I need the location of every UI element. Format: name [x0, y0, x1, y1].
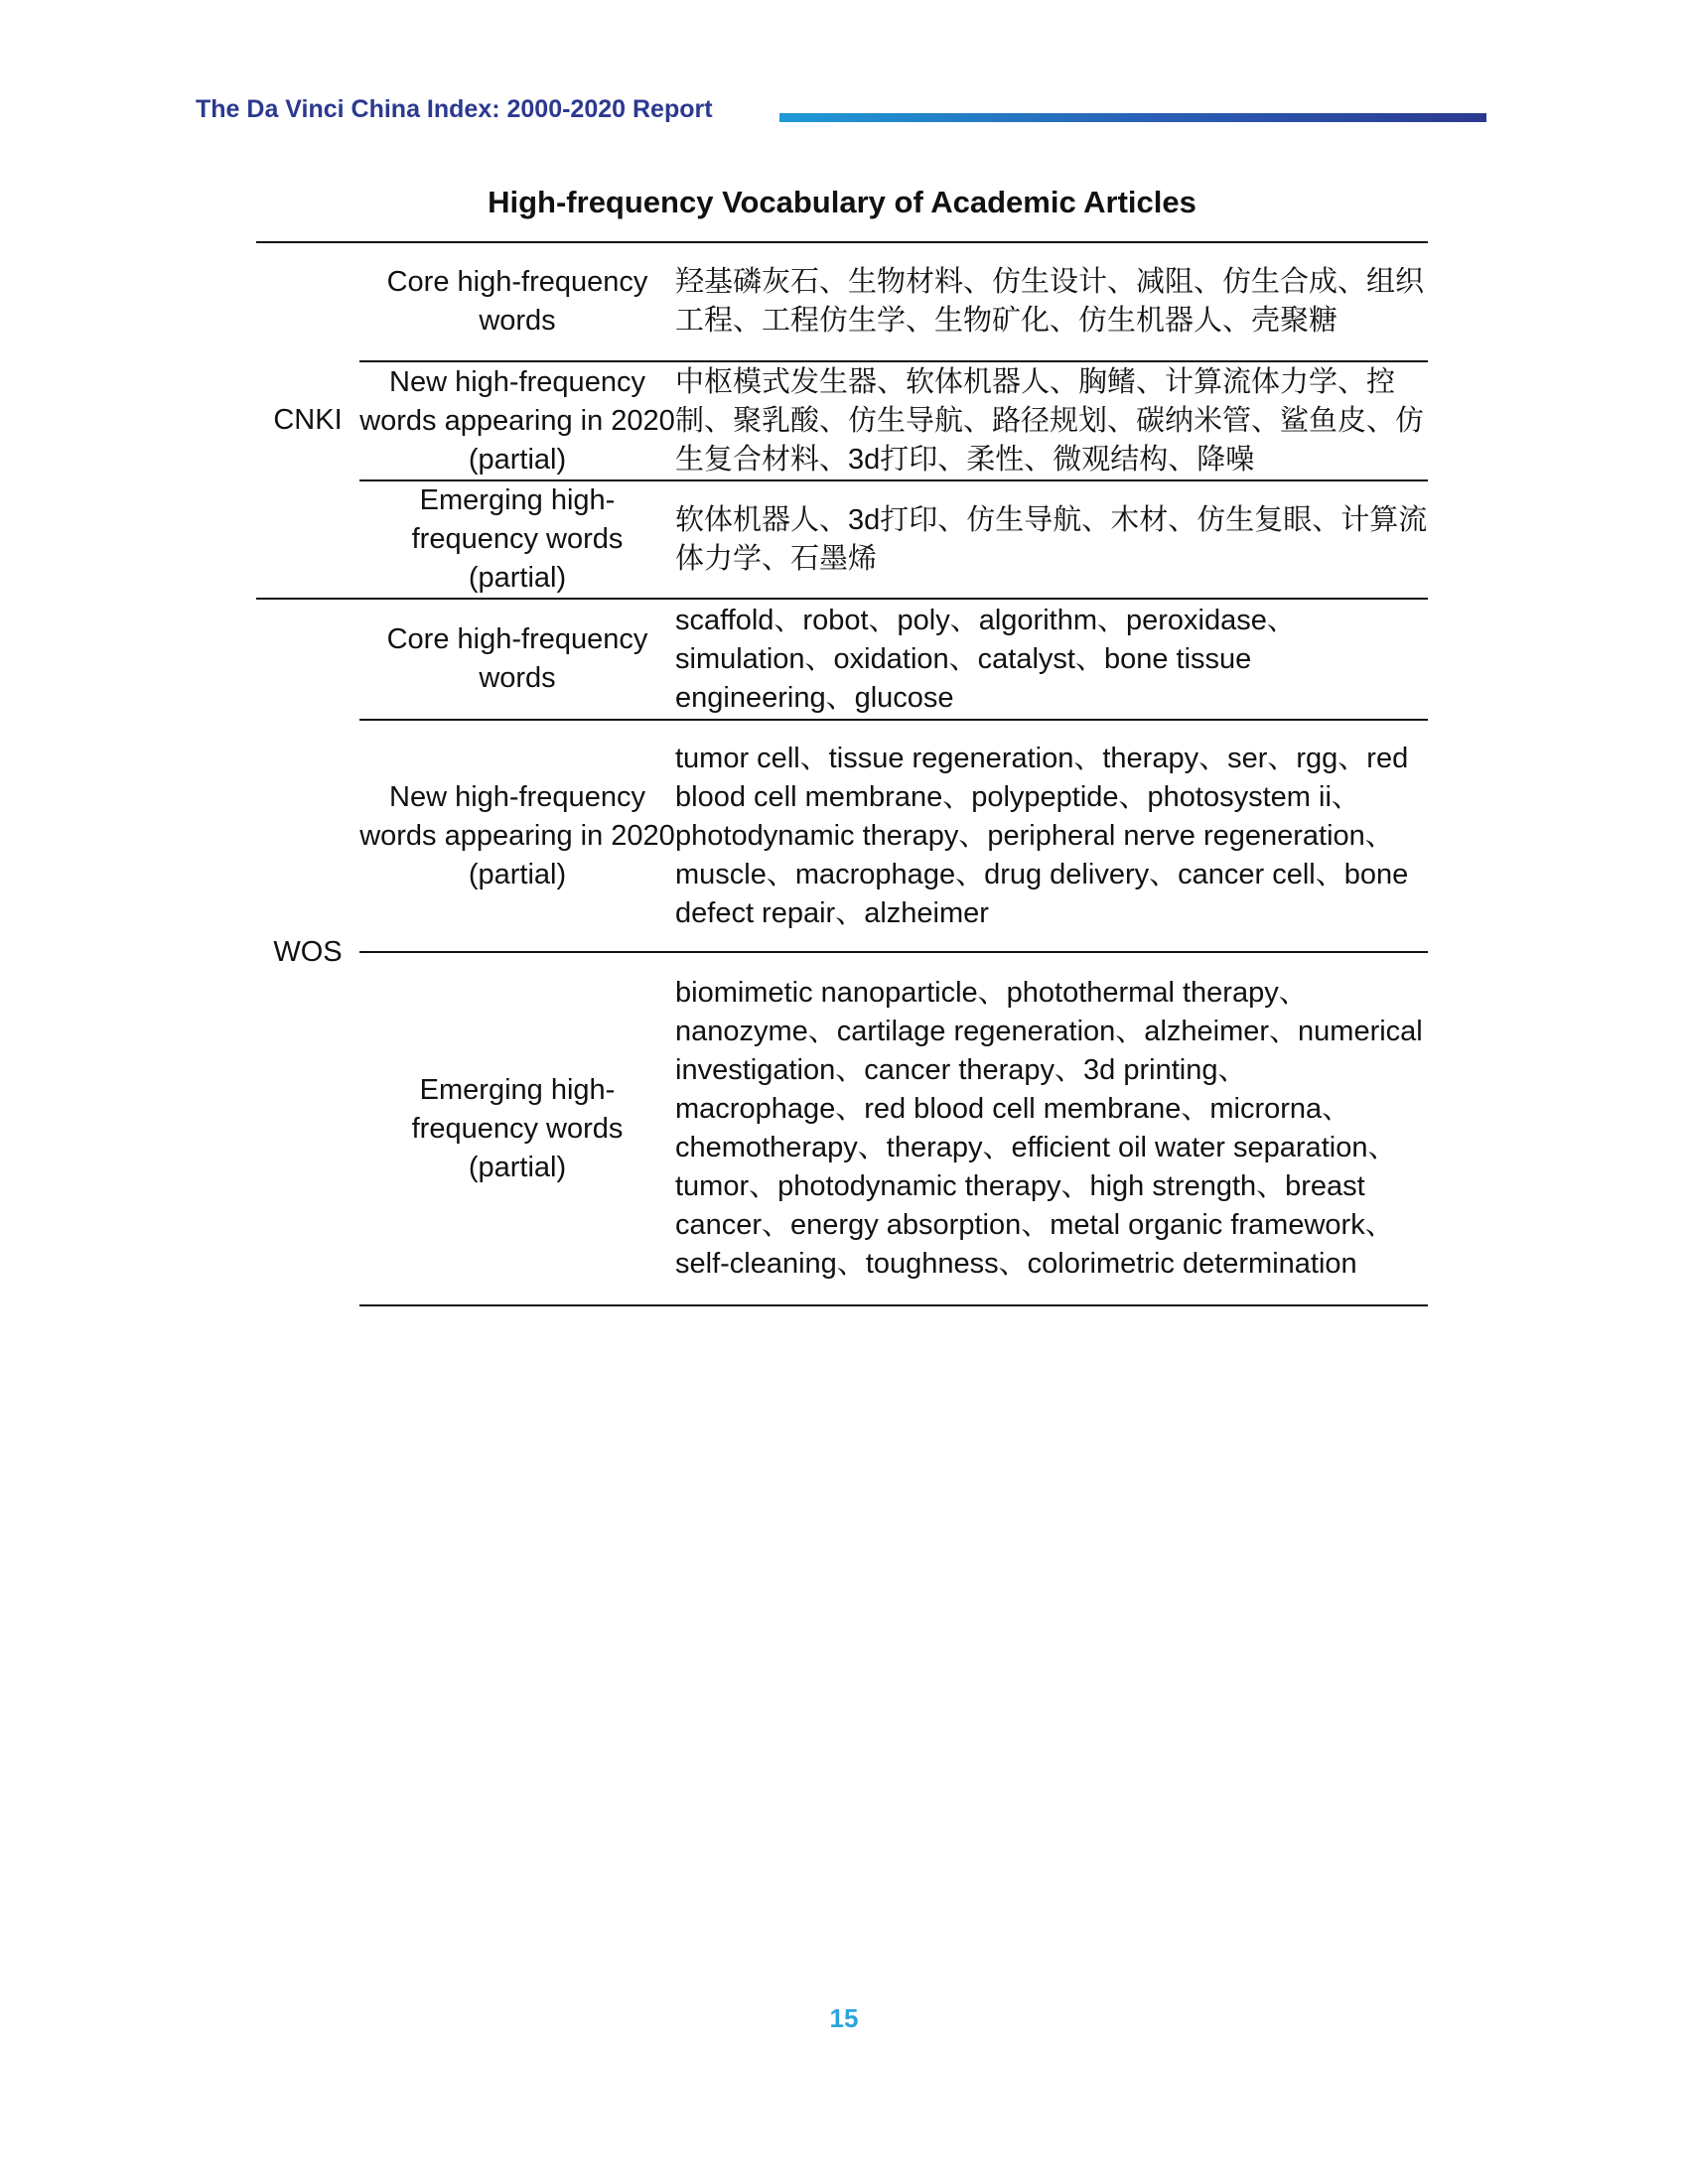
table-row	[256, 952, 1428, 1305]
words-cell: tumor cell、tissue regeneration、therapy、ser、rgg、red blood cell membrane、polypeptide、photosystem ii、photodynamic therapy、peripheral nerve regeneration、muscle、macrophage、drug delivery、cancer cell、bone defect repair、alzheimer	[675, 720, 1428, 952]
table-title: High-frequency Vocabulary of Academic Articles	[488, 185, 1196, 219]
source-label-cnki: CNKI	[256, 242, 359, 599]
table-row	[256, 599, 1428, 720]
category-cell: Core high-frequency words	[359, 242, 675, 361]
report-title: The Da Vinci China Index: 2000-2020 Report	[196, 95, 713, 123]
table-row	[256, 361, 1428, 480]
words-cell: 软体机器人、3d打印、仿生导航、木材、仿生复眼、计算流体力学、石墨烯	[675, 480, 1428, 599]
category-cell: Emerging high-frequency words (partial)	[359, 480, 675, 599]
category-cell: New high-frequency words appearing in 2020 (partial)	[359, 361, 675, 480]
category-cell: Core high-frequency words	[359, 599, 675, 720]
words-cell: scaffold、robot、poly、algorithm、peroxidase、simulation、oxidation、catalyst、bone tissue engineering、glucose	[675, 599, 1428, 720]
table-row	[256, 720, 1428, 952]
words-cell: biomimetic nanoparticle、photothermal therapy、nanozyme、cartilage regeneration、alzheimer、numerical investigation、cancer therapy、3d printing、macrophage、red blood cell membrane、microrna、chemotherapy、therapy、efficient oil water separation、tumor、photodynamic therapy、high strength、breast cancer、energy absorption、metal organic framework、self-cleaning、toughness、colorimetric determination	[675, 952, 1428, 1305]
category-cell: New high-frequency words appearing in 2020 (partial)	[359, 720, 675, 952]
page-number: 15	[829, 2003, 859, 2033]
words-cell: 羟基磷灰石、生物材料、仿生设计、减阻、仿生合成、组织工程、工程仿生学、生物矿化、仿生机器人、壳聚糖	[675, 242, 1428, 361]
words-cell: 中枢模式发生器、软体机器人、胸鳍、计算流体力学、控制、聚乳酸、仿生导航、路径规划、碳纳米管、鲨鱼皮、仿生复合材料、3d打印、柔性、微观结构、降噪	[675, 361, 1428, 480]
header-decorative-bar	[779, 113, 1486, 122]
table-row	[256, 480, 1428, 599]
source-label-wos: WOS	[256, 599, 359, 1305]
table-row	[256, 242, 1428, 361]
category-cell: Emerging high-frequency words (partial)	[359, 952, 675, 1305]
vocabulary-table	[256, 241, 1428, 1306]
